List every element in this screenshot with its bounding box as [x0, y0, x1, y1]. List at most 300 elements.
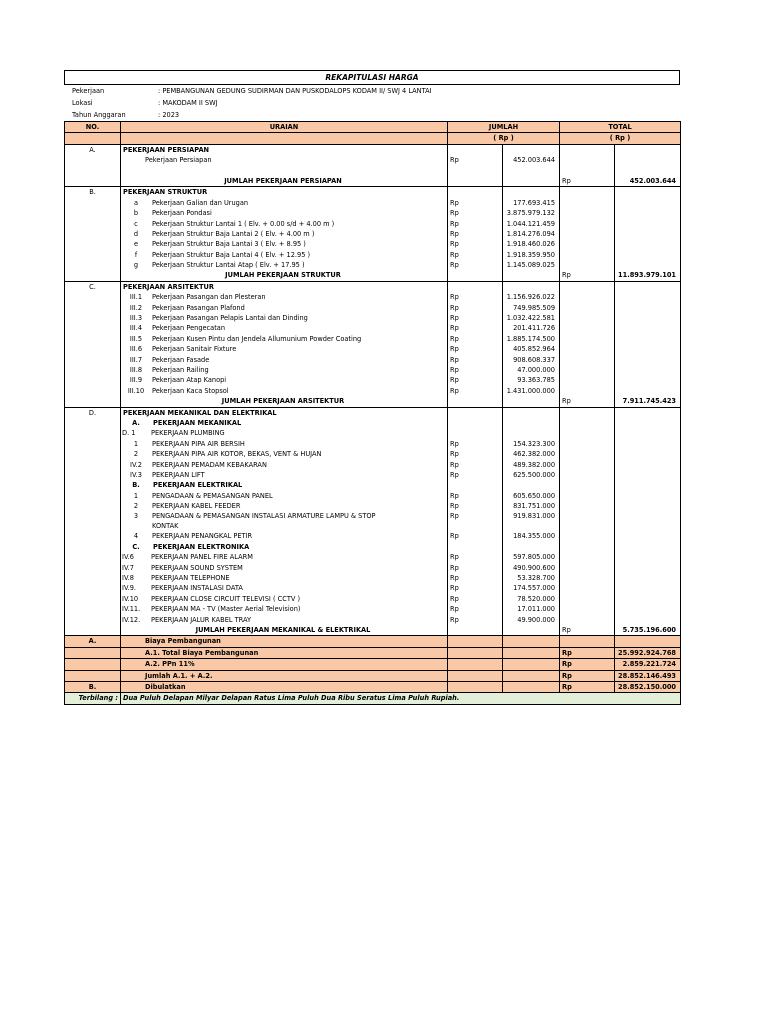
row-subnumber: III.8 [129, 365, 143, 374]
row-jumlah: 53.328.700 [503, 573, 560, 583]
table-row [65, 176, 681, 187]
row-rp [448, 636, 503, 647]
row-no [65, 428, 121, 438]
row-uraian [121, 583, 448, 593]
row-rp: Rp [560, 396, 615, 407]
row-uraian-text: PEKERJAAN PANEL FIRE ALARM [151, 553, 253, 562]
meta-label: Tahun Anggaran [72, 111, 126, 119]
row-rp: Rp [448, 344, 503, 354]
row-rp [448, 542, 503, 552]
table-row [65, 542, 681, 552]
row-jumlah: 405.852.964 [503, 344, 560, 354]
row-uraian [121, 344, 448, 354]
table-row [65, 323, 681, 333]
row-uraian-text: PEKERJAAN STRUKTUR [123, 188, 208, 197]
row-jumlah [503, 407, 560, 418]
row-jumlah: 184.355.000 [503, 531, 560, 541]
row-rp [560, 439, 615, 449]
row-subnumber: 3 [133, 512, 139, 521]
row-total [615, 250, 681, 260]
row-rp [560, 208, 615, 218]
blank-row [65, 166, 681, 176]
row-rp [560, 166, 615, 176]
table-row [65, 270, 681, 281]
row-jumlah: 17.011.000 [503, 604, 560, 614]
row-total: 5.735.196.600 [615, 625, 681, 636]
row-rp: Rp [448, 229, 503, 239]
table-row [65, 501, 681, 511]
row-rp: Rp [560, 681, 615, 692]
table-row [65, 418, 681, 428]
row-no [65, 334, 121, 344]
row-subnumber: D. 1 [122, 429, 136, 438]
row-total [615, 155, 681, 165]
table-row [65, 365, 681, 375]
row-rp [560, 375, 615, 385]
table-row [65, 511, 681, 531]
rekapitulasi-sheet [64, 70, 680, 705]
row-rp [448, 647, 503, 658]
row-rp [560, 250, 615, 260]
row-uraian-text: Pekerjaan Fasade [152, 355, 210, 364]
table-row [65, 375, 681, 385]
row-rp: Rp [448, 260, 503, 270]
row-total [615, 552, 681, 562]
row-rp: Rp [560, 625, 615, 636]
row-no [65, 250, 121, 260]
row-rp: Rp [560, 270, 615, 281]
row-rp [560, 511, 615, 531]
row-rp: Rp [560, 647, 615, 658]
row-uraian-text: PEKERJAAN LIFT [152, 470, 205, 479]
row-jumlah [503, 428, 560, 438]
row-rp [560, 449, 615, 459]
table-row [65, 396, 681, 407]
row-jumlah [503, 670, 560, 681]
row-jumlah: 1.431.000.000 [503, 386, 560, 396]
row-uraian [121, 480, 448, 490]
row-uraian-text: PENGADAAN & PEMASANGAN INSTALASI ARMATURE LAMPU & STOP [152, 512, 376, 521]
row-total [615, 594, 681, 604]
row-no [65, 460, 121, 470]
table-row [65, 659, 681, 670]
row-total: 28.852.146.493 [615, 670, 681, 681]
row-rp [448, 187, 503, 198]
row-rp [448, 670, 503, 681]
row-rp: Rp [448, 491, 503, 501]
row-uraian-text: PEKERJAAN PIPA AIR KOTOR, BEKAS, VENT & HUJAN [152, 450, 322, 459]
table-row [65, 219, 681, 229]
terbilang-row [65, 693, 681, 704]
row-rp: Rp [448, 334, 503, 344]
meta-label: Pekerjaan [72, 87, 105, 95]
row-uraian [121, 281, 448, 292]
row-uraian [121, 396, 448, 407]
table-row [65, 355, 681, 365]
row-uraian-text: JUMLAH PEKERJAAN MEKANIKAL & ELEKTRIKAL [195, 625, 371, 634]
row-no [65, 594, 121, 604]
row-jumlah: 831.751.000 [503, 501, 560, 511]
row-rp [560, 198, 615, 208]
row-jumlah: 1.814.276.094 [503, 229, 560, 239]
row-total [615, 229, 681, 239]
row-total [615, 573, 681, 583]
row-total [615, 604, 681, 614]
row-uraian [121, 176, 448, 187]
terbilang-label: Terbilang : [65, 693, 121, 704]
row-jumlah: 1.156.926.022 [503, 292, 560, 302]
table-row [65, 407, 681, 418]
row-total [615, 460, 681, 470]
row-total [615, 583, 681, 593]
row-no: A. [65, 636, 121, 647]
row-jumlah: 919.831.000 [503, 511, 560, 531]
row-uraian-text: Pekerjaan Kusen Pintu dan Jendela Allumunium Powder Coating [152, 334, 362, 343]
row-no [65, 239, 121, 249]
row-rp [560, 542, 615, 552]
row-uraian [121, 313, 448, 323]
row-uraian [121, 260, 448, 270]
row-subnumber: IV.12. [122, 615, 141, 624]
table-row [65, 386, 681, 396]
row-rp [560, 239, 615, 249]
row-jumlah [503, 270, 560, 281]
row-uraian-text: PEKERJAAN KABEL FEEDER [152, 502, 241, 511]
row-no [65, 470, 121, 480]
row-no [65, 198, 121, 208]
row-uraian-text: PEKERJAAN PLUMBING [151, 429, 225, 438]
row-subnumber: IV.8 [122, 574, 134, 583]
table-row [65, 594, 681, 604]
row-uraian [121, 542, 448, 552]
row-subnumber: IV.10 [122, 594, 139, 603]
row-rp: Rp [448, 208, 503, 218]
row-total [615, 198, 681, 208]
row-no [65, 303, 121, 313]
table-row [65, 604, 681, 614]
table-row [65, 681, 681, 692]
header-blank [65, 133, 121, 144]
row-no [65, 563, 121, 573]
row-total [615, 418, 681, 428]
row-rp [560, 428, 615, 438]
row-total [615, 636, 681, 647]
row-subnumber: 4 [133, 532, 139, 541]
row-jumlah: 78.520.000 [503, 594, 560, 604]
row-rp: Rp [448, 155, 503, 165]
row-uraian-text: PEKERJAAN ELEKTRIKAL [153, 481, 243, 490]
row-subnumber: IV.7 [122, 563, 134, 572]
row-subnumber: B. [132, 481, 140, 490]
row-total [615, 449, 681, 459]
row-total [615, 166, 681, 176]
row-rp: Rp [448, 355, 503, 365]
row-no [65, 573, 121, 583]
row-rp [560, 355, 615, 365]
header-total: TOTAL [560, 122, 681, 133]
row-uraian [121, 229, 448, 239]
row-uraian-text: Pekerjaan Struktur Baja Lantai 2 ( Elv. + 4.00 m ) [152, 229, 315, 238]
row-total: 452.003.644 [615, 176, 681, 187]
row-no [65, 501, 121, 511]
row-no [65, 552, 121, 562]
row-total [615, 439, 681, 449]
table-row [65, 155, 681, 165]
table-row [65, 198, 681, 208]
row-subnumber: b [133, 209, 139, 218]
table-row [65, 313, 681, 323]
row-jumlah [503, 681, 560, 692]
rekap-body [65, 144, 681, 693]
table-row [65, 670, 681, 681]
row-total [615, 375, 681, 385]
table-row [65, 208, 681, 218]
row-uraian [121, 323, 448, 333]
row-no [65, 604, 121, 614]
row-rp [560, 155, 615, 165]
row-no [65, 542, 121, 552]
meta-value: : PEMBANGUNAN GEDUNG SUDIRMAN DAN PUSKODALOPS KODAM II/ SWJ 4 LANTAI [158, 87, 432, 95]
row-uraian [121, 659, 448, 670]
row-no [65, 313, 121, 323]
row-uraian [121, 615, 448, 625]
row-rp [560, 573, 615, 583]
row-no [65, 375, 121, 385]
row-uraian [121, 439, 448, 449]
row-jumlah: 174.557.000 [503, 583, 560, 593]
row-subnumber: 2 [133, 450, 139, 459]
row-subnumber: a [133, 198, 139, 207]
row-uraian-text: Pekerjaan Kaca Stopsol [152, 386, 229, 395]
row-no [65, 208, 121, 218]
row-rp: Rp [448, 219, 503, 229]
row-jumlah [503, 659, 560, 670]
row-subnumber: III.7 [129, 355, 143, 364]
row-rp [448, 144, 503, 155]
row-uraian-text: Pekerjaan Pondasi [152, 209, 212, 218]
row-jumlah [503, 176, 560, 187]
row-subnumber: III.4 [129, 324, 143, 333]
table-row [65, 583, 681, 593]
row-total [615, 355, 681, 365]
row-total [615, 239, 681, 249]
row-rp: Rp [448, 313, 503, 323]
row-subnumber: III.1 [129, 293, 143, 302]
row-uraian-text: PEKERJAAN JALUR KABEL TRAY [151, 615, 252, 624]
row-jumlah: 452.003.644 [503, 155, 560, 165]
row-no [65, 229, 121, 239]
table-row [65, 480, 681, 490]
row-no [65, 583, 121, 593]
table-row [65, 344, 681, 354]
row-rp [560, 552, 615, 562]
row-rp: Rp [448, 323, 503, 333]
row-total [615, 365, 681, 375]
row-uraian [121, 386, 448, 396]
row-rp [560, 187, 615, 198]
table-row [65, 229, 681, 239]
row-jumlah: 490.900.600 [503, 563, 560, 573]
row-jumlah: 597.805.000 [503, 552, 560, 562]
table-row [65, 303, 681, 313]
row-rp: Rp [448, 460, 503, 470]
row-jumlah [503, 396, 560, 407]
row-no [65, 647, 121, 658]
row-no [65, 166, 121, 176]
row-no: B. [65, 187, 121, 198]
row-uraian-text: PEKERJAAN ELEKTRONIKA [153, 542, 250, 551]
row-no [65, 270, 121, 281]
table-row [65, 439, 681, 449]
row-rp: Rp [560, 659, 615, 670]
row-no: C. [65, 281, 121, 292]
row-total: 7.911.745.423 [615, 396, 681, 407]
row-uraian-text: Pekerjaan Struktur Baja Lantai 4 ( Elv. + 12.95 ) [152, 250, 311, 259]
row-jumlah: 3.875.979.132 [503, 208, 560, 218]
row-uraian-text: Jumlah A.1. + A.2. [145, 671, 213, 680]
row-total [615, 260, 681, 270]
table-row [65, 449, 681, 459]
row-rp [448, 625, 503, 636]
row-subnumber: III.5 [129, 334, 143, 343]
row-total [615, 303, 681, 313]
row-total [615, 563, 681, 573]
table-row [65, 460, 681, 470]
row-uraian [121, 250, 448, 260]
row-jumlah: 1.032.422.581 [503, 313, 560, 323]
row-subnumber: IV.6 [122, 553, 134, 562]
row-uraian [121, 470, 448, 480]
row-no: D. [65, 407, 121, 418]
row-total [615, 386, 681, 396]
header-uraian: URAIAN [121, 122, 448, 133]
row-no [65, 219, 121, 229]
row-uraian-text: JUMLAH PEKERJAAN PERSIAPAN [224, 176, 342, 185]
row-rp: Rp [560, 670, 615, 681]
row-uraian [121, 355, 448, 365]
header-unit-row [65, 133, 681, 144]
row-jumlah: 605.650.000 [503, 491, 560, 501]
row-uraian-continued: KONTAK [152, 522, 179, 531]
row-rp [560, 344, 615, 354]
row-rp [560, 501, 615, 511]
row-uraian-text: A.2. PPn 11% [145, 660, 195, 669]
row-total [615, 281, 681, 292]
row-uraian [121, 511, 448, 531]
row-jumlah [503, 636, 560, 647]
row-uraian-text: Pekerjaan Struktur Lantai 1 ( Elv. + 0.00 s/d + 4.00 m ) [152, 219, 335, 228]
row-total [615, 187, 681, 198]
row-rp [448, 407, 503, 418]
row-rp [560, 219, 615, 229]
row-rp [560, 292, 615, 302]
table-row [65, 552, 681, 562]
row-rp [560, 594, 615, 604]
row-jumlah: 1.885.174.500 [503, 334, 560, 344]
row-total [615, 615, 681, 625]
table-row [65, 531, 681, 541]
row-uraian [121, 239, 448, 249]
row-uraian-text: PEKERJAAN ARSITEKTUR [123, 282, 214, 291]
row-no [65, 449, 121, 459]
row-rp: Rp [448, 239, 503, 249]
table-row [65, 334, 681, 344]
row-rp [560, 407, 615, 418]
rekap-table [64, 121, 681, 705]
row-rp: Rp [448, 531, 503, 541]
row-uraian [121, 198, 448, 208]
meta-pekerjaan [64, 85, 680, 97]
row-no [65, 531, 121, 541]
row-no: B. [65, 681, 121, 692]
row-uraian-text: PEKERJAAN PERSIAPAN [123, 145, 210, 154]
row-rp [560, 260, 615, 270]
row-rp [560, 313, 615, 323]
row-rp [560, 386, 615, 396]
table-row [65, 470, 681, 480]
row-subnumber: 1 [133, 491, 139, 500]
row-total: 25.992.924.768 [615, 647, 681, 658]
table-row [65, 636, 681, 647]
row-subnumber: III.3 [129, 314, 143, 323]
row-no [65, 418, 121, 428]
row-jumlah: 749.985.509 [503, 303, 560, 313]
row-jumlah: 1.918.460.026 [503, 239, 560, 249]
row-uraian [121, 292, 448, 302]
row-uraian-text: PEKERJAAN MEKANIKAL DAN ELEKTRIKAL [123, 408, 277, 417]
row-uraian-text: JUMLAH PEKERJAAN ARSITEKTUR [221, 397, 345, 406]
header-jumlah-unit: ( Rp ) [448, 133, 560, 144]
row-rp [448, 270, 503, 281]
row-rp [560, 583, 615, 593]
row-jumlah: 1.145.089.025 [503, 260, 560, 270]
row-jumlah: 489.382.000 [503, 460, 560, 470]
row-rp [448, 681, 503, 692]
row-uraian-text: Pekerjaan Galian dan Urugan [152, 198, 249, 207]
row-rp: Rp [448, 198, 503, 208]
row-jumlah: 462.382.000 [503, 449, 560, 459]
row-rp [560, 460, 615, 470]
row-rp [560, 365, 615, 375]
row-uraian-text: Pekerjaan Persiapan [145, 156, 212, 165]
row-uraian [121, 573, 448, 583]
row-rp [560, 470, 615, 480]
table-row [65, 187, 681, 198]
row-uraian-text: PEKERJAAN SOUND SYSTEM [151, 563, 243, 572]
row-rp [560, 281, 615, 292]
row-no [65, 344, 121, 354]
row-rp [560, 229, 615, 239]
row-total [615, 428, 681, 438]
row-uraian [121, 501, 448, 511]
row-uraian [121, 270, 448, 281]
row-uraian [121, 670, 448, 681]
row-jumlah [503, 647, 560, 658]
row-subnumber: IV.3 [130, 470, 142, 479]
row-rp [448, 659, 503, 670]
row-rp: Rp [448, 375, 503, 385]
row-rp: Rp [448, 365, 503, 375]
row-jumlah: 625.500.000 [503, 470, 560, 480]
row-total [615, 480, 681, 490]
table-row [65, 250, 681, 260]
row-uraian-text: Pekerjaan Struktur Baja Lantai 3 ( Elv. + 8.95 ) [152, 240, 306, 249]
row-uraian-text: Dibulatkan [145, 682, 186, 691]
row-rp: Rp [448, 573, 503, 583]
table-row [65, 573, 681, 583]
row-jumlah [503, 144, 560, 155]
row-no [65, 615, 121, 625]
